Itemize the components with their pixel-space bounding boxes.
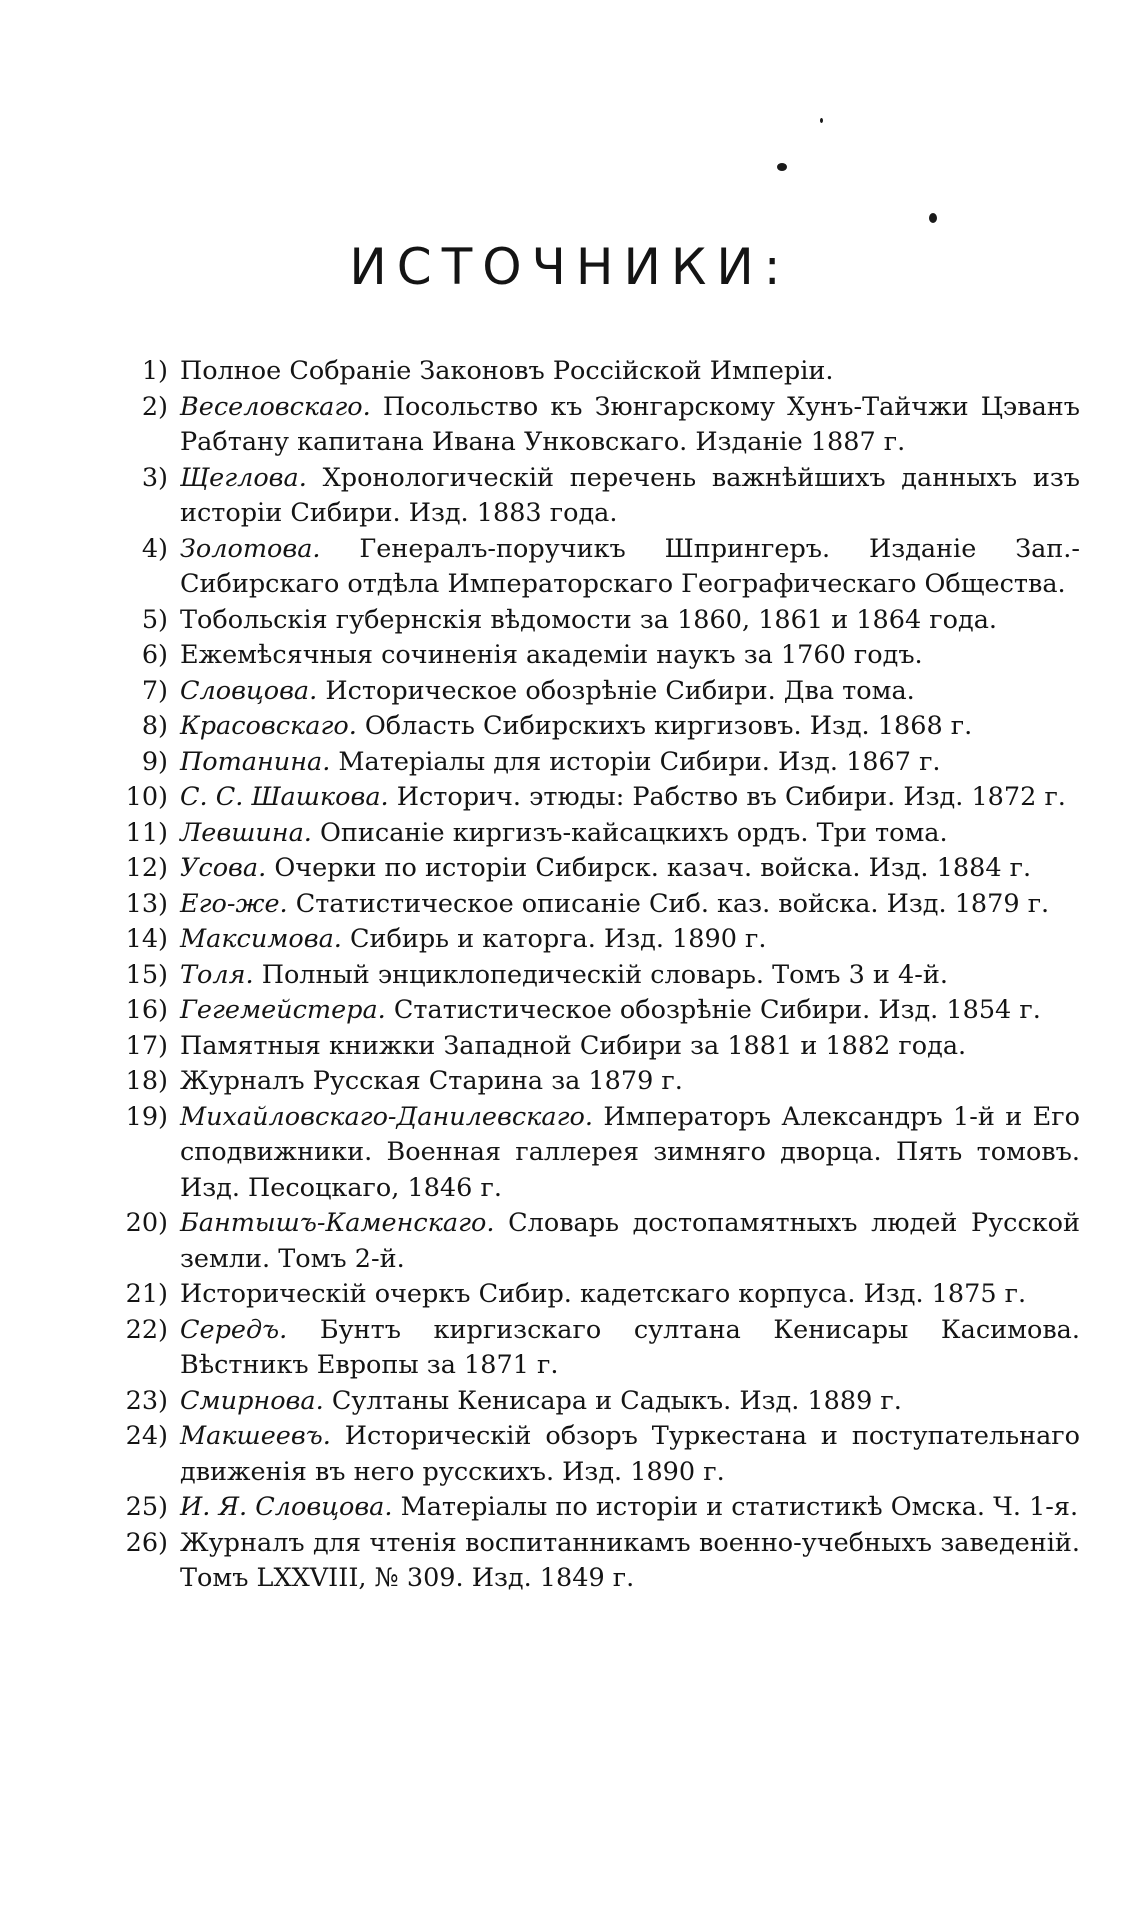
source-author: Смирнова. — [180, 1385, 324, 1416]
source-text: Императоръ Александръ 1-й и Его сподвижники. Военная галлерея зимняго дворца. Пять томовъ. Изд. Песоцкаго, 1846 г. — [180, 1101, 1080, 1203]
source-text: Ежемѣсячныя сочиненія академіи наукъ за 1760 годъ. — [180, 640, 923, 670]
source-entry — [110, 638, 1080, 674]
source-author: Потанина. — [180, 746, 331, 777]
source-entry — [110, 922, 1080, 958]
source-number: 9) — [141, 746, 168, 777]
source-text: Бунтъ киргизскаго султана Кенисары Касимова. Вѣстникъ Европы за 1871 г. — [180, 1314, 1080, 1380]
source-number: 16) — [125, 995, 168, 1025]
source-entry — [110, 1384, 1080, 1420]
source-text: Памятныя книжки Западной Сибири за 1881 и 1882 года. — [180, 1030, 967, 1061]
source-text: Словарь достопамятныхъ людей Русской земли. Томъ 2-й. — [180, 1208, 1081, 1274]
source-author: Толя. — [180, 959, 254, 990]
source-author: Его-же. — [180, 888, 288, 919]
source-entry — [110, 851, 1080, 887]
source-entry — [110, 1100, 1080, 1207]
source-text: Полное Собраніе Законовъ Россійской Имперіи. — [180, 356, 834, 386]
source-number: 8) — [141, 711, 168, 741]
source-number: 10) — [125, 782, 168, 812]
source-text: Статистическое обозрѣніе Сибири. Изд. 1854 г. — [393, 995, 1041, 1025]
source-number: 22) — [125, 1314, 168, 1345]
source-author: Михайловскаго-Данилевскаго. — [180, 1101, 593, 1132]
source-number: 13) — [125, 888, 168, 919]
source-number: 11) — [125, 817, 168, 848]
source-number: 17) — [125, 1030, 168, 1061]
source-text: Историческій очеркъ Сибир. кадетскаго корпуса. Изд. 1875 г. — [180, 1279, 1027, 1309]
source-author: Макшеевъ. — [180, 1421, 331, 1451]
source-number: 20) — [125, 1208, 168, 1238]
source-entry — [110, 1419, 1080, 1490]
source-number: 21) — [125, 1279, 168, 1309]
sources-list — [110, 354, 1080, 1597]
source-text: Хронологическій перечень важнѣйшихъ данныхъ изъ исторіи Сибири. Изд. 1883 года. — [180, 462, 1080, 528]
source-entry — [110, 709, 1080, 745]
source-number: 3) — [141, 462, 168, 493]
source-author: Максимова. — [180, 924, 342, 954]
source-author: И. Я. Словцова. — [180, 1492, 393, 1522]
page-title: ИСТОЧНИКИ: — [349, 238, 791, 296]
source-text: Описаніе киргизъ-кайсацкихъ ордъ. Три тома. — [320, 817, 948, 848]
source-number: 12) — [125, 853, 168, 883]
source-number: 15) — [125, 959, 168, 990]
source-entry — [110, 390, 1080, 461]
ink-speck — [820, 118, 823, 123]
source-text: Статистическое описаніе Сиб. каз. войска. Изд. 1879 г. — [295, 888, 1050, 919]
ink-speck — [929, 213, 937, 223]
source-text: Тобольскія губернскія вѣдомости за 1860, 1861 и 1864 года. — [180, 604, 998, 635]
source-text: Историч. этюды: Рабство въ Сибири. Изд. 1872 г. — [396, 782, 1066, 812]
source-text: Журналъ Русская Старина за 1879 г. — [180, 1066, 683, 1096]
source-number: 23) — [125, 1385, 168, 1416]
source-entry — [110, 461, 1080, 532]
source-number: 19) — [125, 1101, 168, 1132]
source-text: Посольство къ Зюнгарскому Хунъ-Тайчжи Цэванъ Рабтану капитана Ивана Унковскаго. Изданіе 1887 г. — [180, 391, 1080, 457]
source-entry — [110, 745, 1080, 781]
source-entry — [110, 354, 1080, 390]
source-number: 1) — [141, 356, 168, 386]
source-entry — [110, 780, 1080, 816]
source-entry — [110, 887, 1080, 923]
source-number: 25) — [125, 1492, 168, 1522]
source-author: Середъ. — [180, 1314, 288, 1345]
ink-speck — [777, 163, 787, 171]
source-author: Словцова. — [180, 675, 318, 706]
source-number: 6) — [141, 640, 168, 670]
source-text: Матеріалы для исторіи Сибири. Изд. 1867 г. — [338, 746, 941, 777]
source-number: 14) — [125, 924, 168, 954]
source-number: 26) — [125, 1527, 168, 1558]
source-text: Область Сибирскихъ киргизовъ. Изд. 1868 г. — [364, 711, 973, 741]
source-text: Сибирь и каторга. Изд. 1890 г. — [350, 924, 767, 954]
source-author: Веселовскаго. — [180, 391, 371, 422]
source-number: 5) — [141, 604, 168, 635]
source-entry — [110, 603, 1080, 639]
source-text: Полный энциклопедическій словарь. Томъ 3 и 4-й. — [261, 959, 948, 990]
source-entry — [110, 1313, 1080, 1384]
source-author: Бантышъ-Каменскаго. — [180, 1208, 495, 1238]
source-text: Историческое обозрѣніе Сибири. Два тома. — [325, 675, 915, 706]
source-author: Гегемейстера. — [180, 995, 386, 1025]
source-author: Золотова. — [180, 533, 321, 564]
source-number: 7) — [141, 675, 168, 706]
source-entry — [110, 1277, 1080, 1313]
source-author: Левшина. — [180, 817, 312, 848]
source-text: Историческій обзоръ Туркестана и поступательнаго движенія въ него русскихъ. Изд. 1890 г. — [180, 1421, 1080, 1487]
source-entry — [110, 1490, 1080, 1526]
source-author: Красовскаго. — [180, 711, 357, 741]
source-entry — [110, 532, 1080, 603]
source-entry — [110, 993, 1080, 1029]
source-text: Матеріалы по исторіи и статистикѣ Омска. Ч. 1-я. — [400, 1492, 1079, 1522]
source-number: 4) — [141, 533, 168, 564]
source-entry — [110, 1526, 1080, 1597]
source-number: 24) — [125, 1421, 168, 1451]
source-number: 18) — [125, 1066, 168, 1096]
source-entry — [110, 1064, 1080, 1100]
source-entry — [110, 1206, 1080, 1277]
source-text: Журналъ для чтенія воспитанникамъ военно-учебныхъ заведеній. Томъ LXXVIII, № 309. Изд. 1849 г. — [180, 1527, 1080, 1593]
source-text: Очерки по исторіи Сибирск. казач. войска. Изд. 1884 г. — [274, 853, 1032, 883]
source-text: Генералъ-поручикъ Шпрингеръ. Изданіе Зап.-Сибирскаго отдѣла Императорскаго Географическаго Общества. — [180, 533, 1080, 599]
source-number: 2) — [141, 391, 168, 422]
source-entry — [110, 816, 1080, 852]
source-entry — [110, 1029, 1080, 1065]
source-entry — [110, 958, 1080, 994]
source-author: Щеглова. — [180, 462, 307, 493]
source-text: Султаны Кенисара и Садыкъ. Изд. 1889 г. — [331, 1385, 902, 1416]
source-entry — [110, 674, 1080, 710]
source-author: Усова. — [180, 853, 267, 883]
source-author: С. С. Шашкова. — [180, 782, 389, 812]
